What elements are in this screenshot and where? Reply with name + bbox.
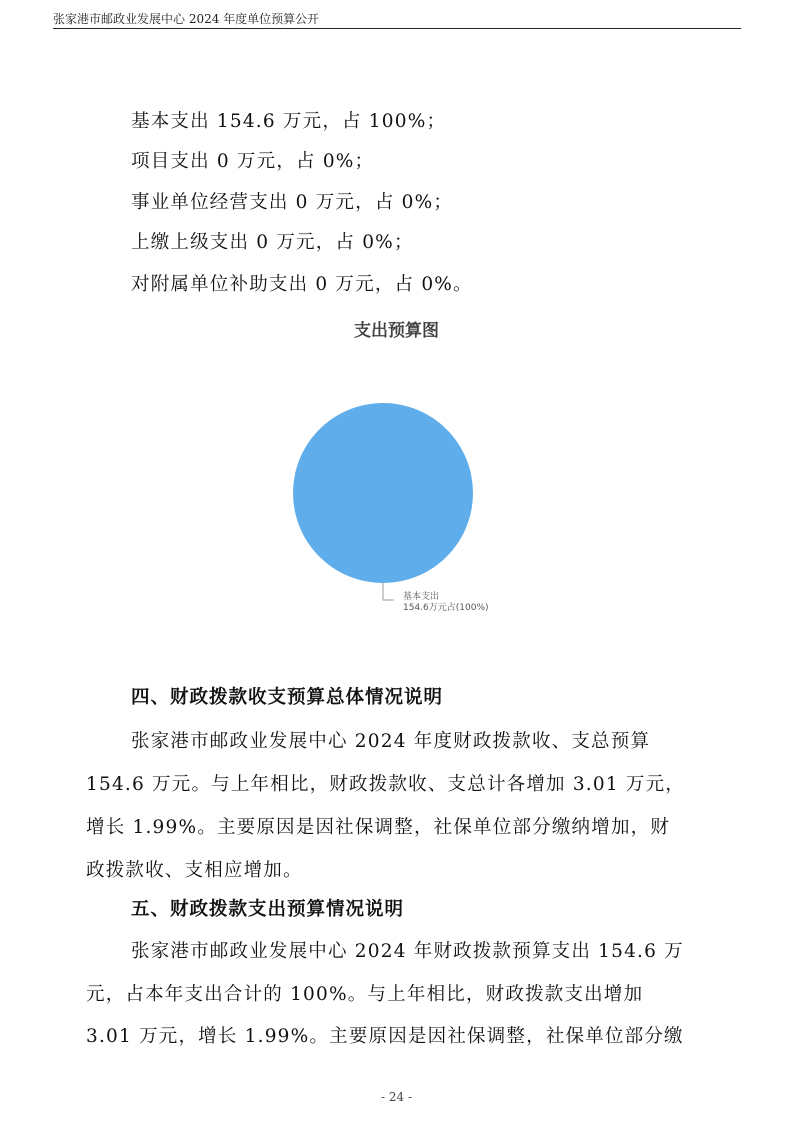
expenditure-item-business: 事业单位经营支出 0 万元，占 0%； [131,192,454,213]
pie-label-value: 154.6万元占(100%) [403,603,489,613]
page-number: - 24 - [380,1090,412,1104]
section5-line-1: 张家港市邮政业发展中心 2024 年财政拨款预算支出 154.6 万 [131,941,684,962]
section5-line-2: 元，占本年支出合计的 100%。与上年相比，财政拨款支出增加 [86,984,644,1005]
section5-heading: 五、财政拨款支出预算情况说明 [131,899,405,920]
expenditure-item-basic: 基本支出 154.6 万元，占 100%； [131,111,447,132]
pie-slice-basic-expenditure [293,403,473,583]
expenditure-item-subsidy: 对附属单位补助支出 0 万元，占 0%。 [131,274,473,295]
expenditure-item-project: 项目支出 0 万元，占 0%； [131,151,375,172]
section4-line-1: 张家港市邮政业发展中心 2024 年度财政拨款收、支总预算 [131,731,651,752]
chart-title: 支出预算图 [354,321,439,341]
section4-line-3: 增长 1.99%。主要原因是因社保调整，社保单位部分缴纳增加，财 [86,817,671,838]
page-header [53,8,741,29]
pie-label-name: 基本支出 [403,592,440,602]
section4-line-4: 政拨款收、支相应增加。 [86,860,303,881]
header-title: 张家港市邮政业发展中心 2024 年度单位预算公开 [53,12,320,26]
section5-line-3: 3.01 万元，增长 1.99%。主要原因是因社保调整，社保单位部分缴 [86,1026,684,1047]
section4-line-2: 154.6 万元。与上年相比，财政拨款收、支总计各增加 3.01 万元， [86,774,685,795]
section4-heading: 四、财政拨款收支预算总体情况说明 [131,687,444,708]
pie-leader-line [383,583,394,600]
pie-chart [250,380,550,630]
expenditure-item-remit: 上缴上级支出 0 万元，占 0%； [131,232,414,253]
